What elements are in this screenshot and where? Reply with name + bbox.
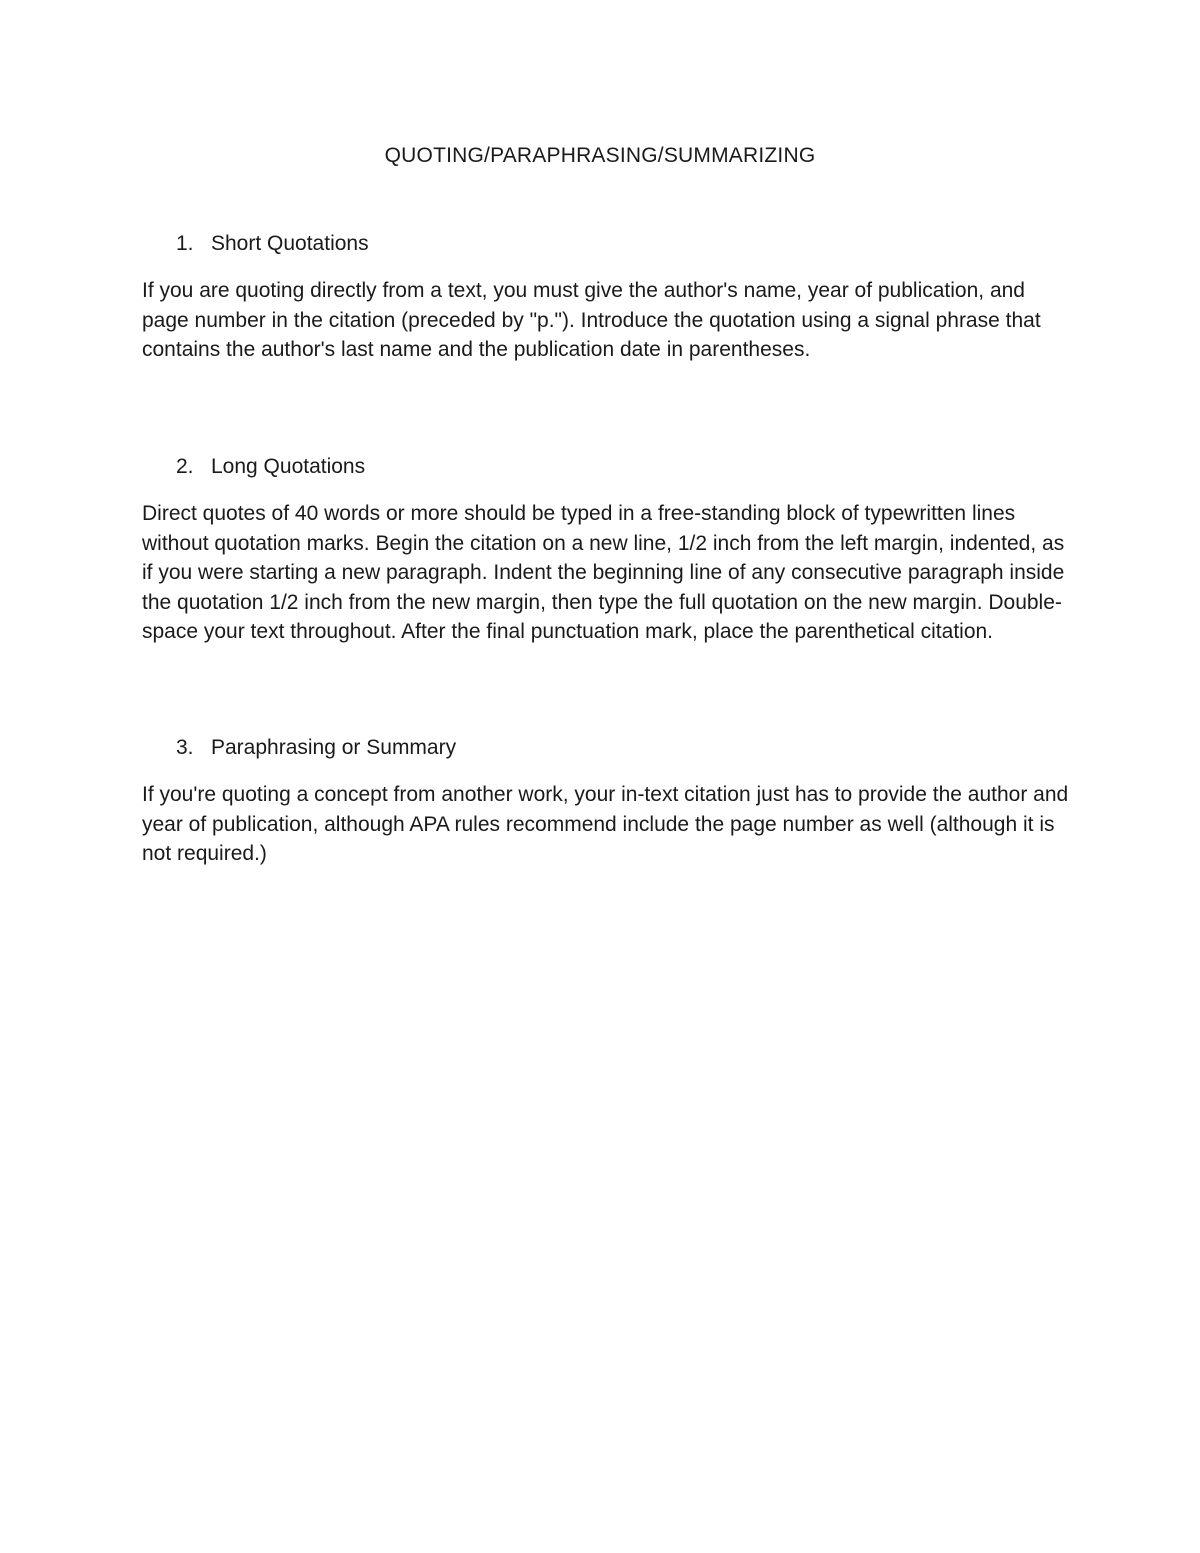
- section-heading-short-quotations: [176, 232, 369, 256]
- document-title: QUOTING/PARAPHRASING/SUMMARIZING: [384, 144, 816, 167]
- section-number: 2.: [176, 455, 194, 478]
- section-number: 3.: [176, 736, 194, 759]
- section-body-long-quotations: Direct quotes of 40 words or more should be typed in a free-standing block of typewritten lines without quotation marks. Begin the citation on a new line, 1/2 inch from the left margin, indented, as if you were starting a new paragraph. Indent the beginning line of any consecutive paragraph inside the quotation 1/2 inch from the new margin, then type the full quotation on the new margin. Double-space your text throughout. After the final punctuation mark, place the parenthetical citation.: [142, 502, 1065, 643]
- section-body-paraphrasing-or-summary: If you're quoting a concept from another work, your in-text citation just has to provide the author and year of publication, although APA rules recommend include the page number as well (although it is not required.): [142, 783, 1069, 865]
- section-body-short-quotations: If you are quoting directly from a text, you must give the author's name, year of publication, and page number in the citation (preceded by "p."). Introduce the quotation using a signal phrase that contains the author's last name and the publication date in parentheses.: [142, 279, 1041, 361]
- section-heading-label: Long Quotations: [211, 455, 366, 478]
- section-number: 1.: [176, 232, 194, 255]
- section-heading-paraphrasing-or-summary: [176, 736, 456, 760]
- section-heading-long-quotations: [176, 455, 365, 479]
- section-heading-label: Short Quotations: [211, 232, 369, 255]
- section-heading-label: Paraphrasing or Summary: [211, 736, 457, 759]
